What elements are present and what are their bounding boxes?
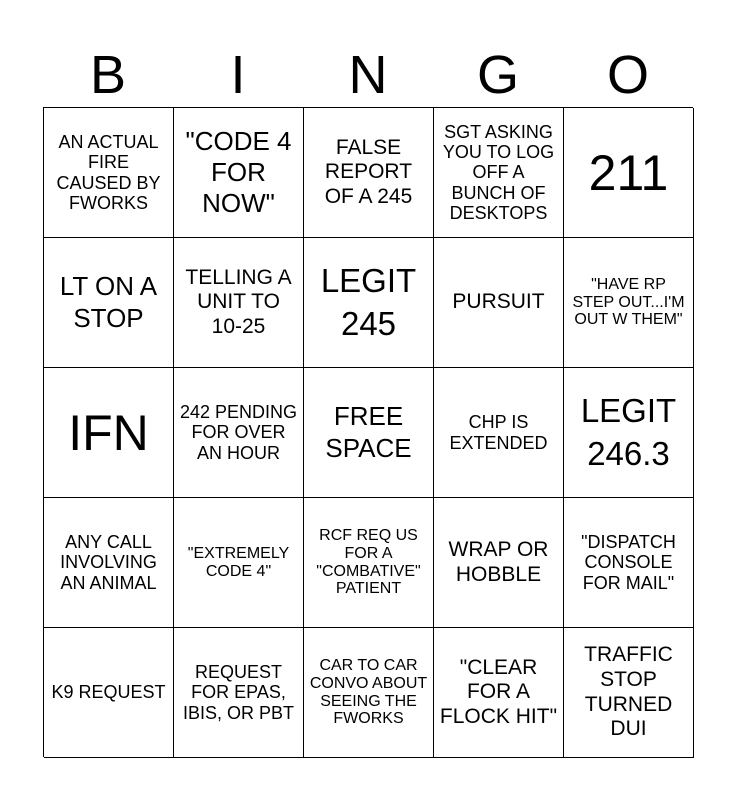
cell-text: LT ON A STOP (59, 271, 158, 333)
bingo-cell-r2-c5[interactable] (564, 238, 694, 368)
cell-text: PURSUIT (452, 290, 545, 314)
cell-text: LEGIT 246.3 (580, 392, 677, 472)
cell-text: "EXTREMELY CODE 4" (187, 544, 290, 580)
cell-text: SGT ASKING YOU TO LOG OFF A BUNCH OF DESKTOPS (442, 122, 555, 223)
bingo-cell-r4-c5[interactable] (564, 498, 694, 628)
bingo-cell-r3-c2[interactable] (174, 368, 304, 498)
header-letter-b: B (89, 45, 127, 105)
cell-text: WRAP OR HOBBLE (448, 537, 549, 586)
bingo-cell-r1-c1[interactable] (44, 108, 174, 238)
cell-text: K9 REQUEST (51, 682, 166, 703)
bingo-cell-r5-c1[interactable] (44, 628, 174, 758)
bingo-cell-r5-c3[interactable] (304, 628, 434, 758)
bingo-cell-r1-c5[interactable] (564, 108, 694, 238)
cell-text: RCF REQ US FOR A "COMBATIVE" PATIENT (316, 526, 421, 598)
cell-text: AN ACTUAL FIRE CAUSED BY FWORKS (56, 132, 161, 213)
bingo-cell-r1-c3[interactable] (304, 108, 434, 238)
cell-text: CAR TO CAR CONVO ABOUT SEEING THE FWORKS (309, 656, 428, 728)
header-letter-o: O (606, 45, 649, 105)
bingo-cell-r3-c4[interactable] (434, 368, 564, 498)
header-letter-i: I (230, 45, 246, 105)
cell-text: 211 (588, 144, 669, 201)
cell-text: FREE SPACE (325, 401, 412, 463)
bingo-cell-r1-c2[interactable] (174, 108, 304, 238)
bingo-cell-r3-c1[interactable] (44, 368, 174, 498)
cell-text: 242 PENDING FOR OVER AN HOUR (179, 402, 298, 463)
bingo-cell-r4-c3[interactable] (304, 498, 434, 628)
cell-text: TELLING A UNIT TO 10-25 (185, 265, 292, 338)
bingo-cell-r2-c3[interactable] (304, 238, 434, 368)
cell-text: "CODE 4 FOR NOW" (185, 125, 292, 219)
cell-text: IFN (68, 404, 149, 461)
header-letter-g: G (476, 45, 519, 105)
cell-text: REQUEST FOR EPAS, IBIS, OR PBT (182, 662, 295, 723)
bingo-cell-r2-c1[interactable] (44, 238, 174, 368)
bingo-cell-r4-c2[interactable] (174, 498, 304, 628)
cell-text: "DISPATCH CONSOLE FOR MAIL" (581, 532, 676, 593)
bingo-cell-r4-c4[interactable] (434, 498, 564, 628)
bingo-cell-r3-c3-free-space[interactable] (304, 368, 434, 498)
cell-text: "HAVE RP STEP OUT...I'M OUT W THEM" (572, 275, 685, 329)
bingo-cell-r2-c4[interactable] (434, 238, 564, 368)
cell-text: LEGIT 245 (320, 262, 417, 342)
bingo-cell-r5-c4[interactable] (434, 628, 564, 758)
bingo-cell-r2-c2[interactable] (174, 238, 304, 368)
cell-text: CHP IS EXTENDED (449, 412, 548, 453)
bingo-cell-r3-c5[interactable] (564, 368, 694, 498)
cell-text: ANY CALL INVOLVING AN ANIMAL (60, 532, 157, 593)
cell-text: "CLEAR FOR A FLOCK HIT" (439, 655, 558, 728)
bingo-cell-r5-c2[interactable] (174, 628, 304, 758)
bingo-header (43, 42, 693, 108)
bingo-cell-r1-c4[interactable] (434, 108, 564, 238)
bingo-cell-r4-c1[interactable] (44, 498, 174, 628)
bingo-cell-r5-c5[interactable] (564, 628, 694, 758)
cell-text: FALSE REPORT OF A 245 (324, 135, 413, 208)
cell-text: TRAFFIC STOP TURNED DUI (584, 643, 673, 741)
header-letter-n: N (348, 45, 388, 105)
bingo-board (43, 107, 693, 757)
